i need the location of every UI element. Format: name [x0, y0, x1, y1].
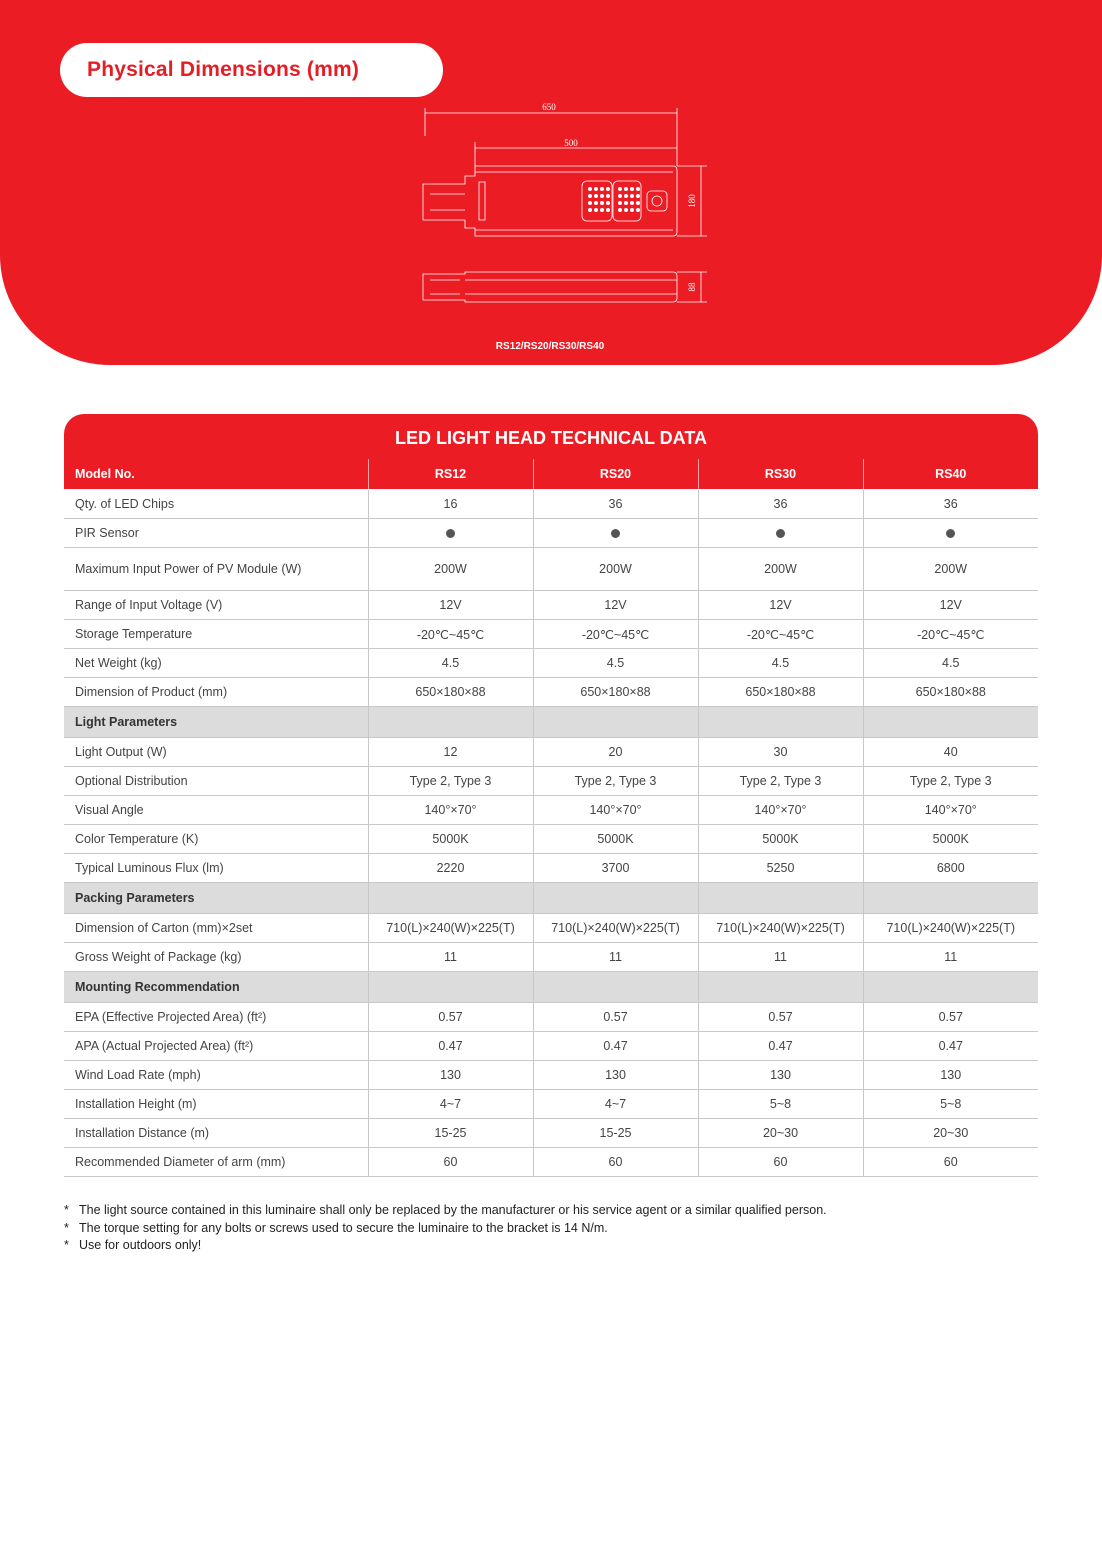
table-header-row [64, 459, 1038, 490]
row-label: Storage Temperature [64, 620, 368, 649]
table-title-bar [64, 414, 1038, 460]
bullet-dot-icon [776, 529, 785, 538]
value-cell: 5000K [863, 825, 1038, 854]
section-row [64, 972, 1038, 1003]
value-cell: 4.5 [368, 649, 533, 678]
value-cell: 4.5 [698, 649, 863, 678]
value-cell: 650×180×88 [863, 678, 1038, 707]
table-row [64, 1061, 1038, 1090]
section-empty-cell [863, 707, 1038, 738]
value-cell: 140°×70° [698, 796, 863, 825]
asterisk-icon: * [64, 1220, 69, 1235]
row-label: Light Output (W) [64, 738, 368, 767]
value-cell: 36 [533, 490, 698, 519]
value-cell: 2220 [368, 854, 533, 883]
section-row [64, 883, 1038, 914]
row-label: Recommended Diameter of arm (mm) [64, 1148, 368, 1177]
value-cell: 5000K [698, 825, 863, 854]
dim-label-180: 180 [687, 194, 697, 208]
value-cell: Type 2, Type 3 [368, 767, 533, 796]
value-cell: 5000K [368, 825, 533, 854]
section-empty-cell [698, 972, 863, 1003]
value-cell: 0.47 [863, 1032, 1038, 1061]
table-row [64, 1090, 1038, 1119]
value-cell: Type 2, Type 3 [533, 767, 698, 796]
value-cell: 36 [698, 490, 863, 519]
section-label: Light Parameters [64, 707, 368, 738]
value-cell: 4~7 [533, 1090, 698, 1119]
row-label: PIR Sensor [64, 519, 368, 548]
pir-sensor-cell [368, 519, 533, 548]
value-cell: 4.5 [533, 649, 698, 678]
value-cell: 5000K [533, 825, 698, 854]
value-cell: 12V [533, 591, 698, 620]
value-cell: 710(L)×240(W)×225(T) [863, 914, 1038, 943]
value-cell: 200W [533, 548, 698, 591]
table-row [64, 591, 1038, 620]
value-cell: 16 [368, 490, 533, 519]
value-cell: 650×180×88 [698, 678, 863, 707]
value-cell: 40 [863, 738, 1038, 767]
value-cell: 0.57 [698, 1003, 863, 1032]
pir-sensor-cell [863, 519, 1038, 548]
row-label: Installation Height (m) [64, 1090, 368, 1119]
value-cell: 710(L)×240(W)×225(T) [698, 914, 863, 943]
models-caption-wrap [0, 341, 1102, 352]
row-label: Color Temperature (K) [64, 825, 368, 854]
value-cell: 15-25 [533, 1119, 698, 1148]
section-empty-cell [533, 707, 698, 738]
bullet-dot-icon [946, 529, 955, 538]
value-cell: 60 [533, 1148, 698, 1177]
asterisk-icon: * [64, 1238, 69, 1252]
value-cell: Type 2, Type 3 [863, 767, 1038, 796]
dim-label-500: 500 [564, 138, 578, 148]
section-label: Packing Parameters [64, 883, 368, 914]
value-cell: 130 [698, 1061, 863, 1090]
value-cell: 60 [863, 1148, 1038, 1177]
value-cell: -20℃~45℃ [863, 620, 1038, 649]
row-label: Installation Distance (m) [64, 1119, 368, 1148]
value-cell: 5~8 [863, 1090, 1038, 1119]
value-cell: 11 [533, 943, 698, 972]
dimension-drawing [415, 96, 715, 321]
page-title: Physical Dimensions (mm) [87, 58, 360, 81]
table-row [64, 678, 1038, 707]
value-cell: 36 [863, 490, 1038, 519]
value-cell: 130 [368, 1061, 533, 1090]
value-cell: 0.47 [368, 1032, 533, 1061]
value-cell: 20 [533, 738, 698, 767]
section-empty-cell [368, 972, 533, 1003]
value-cell: 60 [698, 1148, 863, 1177]
section-empty-cell [533, 972, 698, 1003]
table-row [64, 854, 1038, 883]
table-row [64, 490, 1038, 519]
value-cell: 12V [698, 591, 863, 620]
value-cell: 3700 [533, 854, 698, 883]
value-cell: 130 [863, 1061, 1038, 1090]
row-label: Range of Input Voltage (V) [64, 591, 368, 620]
header-cell: RS40 [863, 459, 1038, 490]
asterisk-icon: * [64, 1203, 69, 1217]
row-label: Dimension of Carton (mm)×2set [64, 914, 368, 943]
row-label: Typical Luminous Flux (lm) [64, 854, 368, 883]
value-cell: 20~30 [698, 1119, 863, 1148]
footnote-text: The torque setting for any bolts or screws used to secure the luminaire to the bracket is 14 N/m. [79, 1220, 608, 1235]
table-row [64, 1148, 1038, 1177]
header-cell: RS20 [533, 459, 698, 490]
technical-data-table [64, 459, 1038, 1177]
value-cell: -20℃~45℃ [698, 620, 863, 649]
row-label: Optional Distribution [64, 767, 368, 796]
value-cell: Type 2, Type 3 [698, 767, 863, 796]
dim-label-650: 650 [542, 102, 556, 112]
bullet-dot-icon [446, 529, 455, 538]
value-cell: 710(L)×240(W)×225(T) [368, 914, 533, 943]
section-empty-cell [698, 707, 863, 738]
table-row [64, 649, 1038, 678]
value-cell: 140°×70° [368, 796, 533, 825]
value-cell: 0.47 [533, 1032, 698, 1061]
table-row [64, 943, 1038, 972]
value-cell: 60 [368, 1148, 533, 1177]
table-row [64, 738, 1038, 767]
table-row [64, 519, 1038, 548]
pir-sensor-cell [533, 519, 698, 548]
table-row [64, 548, 1038, 591]
footnote-text: Use for outdoors only! [79, 1238, 202, 1252]
table-row [64, 914, 1038, 943]
table-row [64, 1119, 1038, 1148]
header-cell: Model No. [64, 459, 368, 490]
value-cell: 200W [863, 548, 1038, 591]
footnote-text: The light source contained in this luminaire shall only be replaced by the manufacturer or his service agent or a similar qualified person. [79, 1203, 827, 1217]
value-cell: 140°×70° [533, 796, 698, 825]
section-empty-cell [368, 707, 533, 738]
section-empty-cell [863, 972, 1038, 1003]
value-cell: 4~7 [368, 1090, 533, 1119]
value-cell: 11 [863, 943, 1038, 972]
section-row [64, 707, 1038, 738]
table-title: LED LIGHT HEAD TECHNICAL DATA [395, 428, 707, 448]
table-row [64, 767, 1038, 796]
value-cell: -20℃~45℃ [533, 620, 698, 649]
value-cell: 650×180×88 [368, 678, 533, 707]
value-cell: 140°×70° [863, 796, 1038, 825]
row-label: Dimension of Product (mm) [64, 678, 368, 707]
row-label: Qty. of LED Chips [64, 490, 368, 519]
table-row [64, 1003, 1038, 1032]
row-label: Wind Load Rate (mph) [64, 1061, 368, 1090]
section-empty-cell [368, 883, 533, 914]
value-cell: 20~30 [863, 1119, 1038, 1148]
value-cell: 650×180×88 [533, 678, 698, 707]
value-cell: 710(L)×240(W)×225(T) [533, 914, 698, 943]
value-cell: 0.47 [698, 1032, 863, 1061]
table-row [64, 796, 1038, 825]
row-label: Net Weight (kg) [64, 649, 368, 678]
value-cell: 6800 [863, 854, 1038, 883]
section-label: Mounting Recommendation [64, 972, 368, 1003]
row-label: Visual Angle [64, 796, 368, 825]
dim-label-88: 88 [687, 282, 697, 292]
value-cell: -20℃~45℃ [368, 620, 533, 649]
pir-sensor-cell [698, 519, 863, 548]
header-cell: RS30 [698, 459, 863, 490]
row-label: EPA (Effective Projected Area) (ft²) [64, 1003, 368, 1032]
models-caption: RS12/RS20/RS30/RS40 [495, 341, 605, 352]
table-row [64, 620, 1038, 649]
value-cell: 30 [698, 738, 863, 767]
value-cell: 0.57 [863, 1003, 1038, 1032]
table-body [64, 459, 1038, 1177]
value-cell: 4.5 [863, 649, 1038, 678]
value-cell: 11 [368, 943, 533, 972]
table-row [64, 825, 1038, 854]
section-title-pill [60, 43, 443, 97]
value-cell: 200W [368, 548, 533, 591]
footnotes [64, 1202, 827, 1255]
value-cell: 5250 [698, 854, 863, 883]
value-cell: 12 [368, 738, 533, 767]
value-cell: 130 [533, 1061, 698, 1090]
bullet-dot-icon [611, 529, 620, 538]
value-cell: 5~8 [698, 1090, 863, 1119]
row-label: Gross Weight of Package (kg) [64, 943, 368, 972]
section-empty-cell [863, 883, 1038, 914]
value-cell: 0.57 [533, 1003, 698, 1032]
value-cell: 200W [698, 548, 863, 591]
footnote [64, 1237, 827, 1255]
value-cell: 11 [698, 943, 863, 972]
row-label: APA (Actual Projected Area) (ft²) [64, 1032, 368, 1061]
value-cell: 12V [863, 591, 1038, 620]
section-empty-cell [698, 883, 863, 914]
value-cell: 15-25 [368, 1119, 533, 1148]
table-row [64, 1032, 1038, 1061]
footnote [64, 1202, 827, 1220]
row-label: Maximum Input Power of PV Module (W) [64, 548, 368, 591]
footnote [64, 1220, 827, 1238]
section-empty-cell [533, 883, 698, 914]
value-cell: 12V [368, 591, 533, 620]
value-cell: 0.57 [368, 1003, 533, 1032]
header-cell: RS12 [368, 459, 533, 490]
